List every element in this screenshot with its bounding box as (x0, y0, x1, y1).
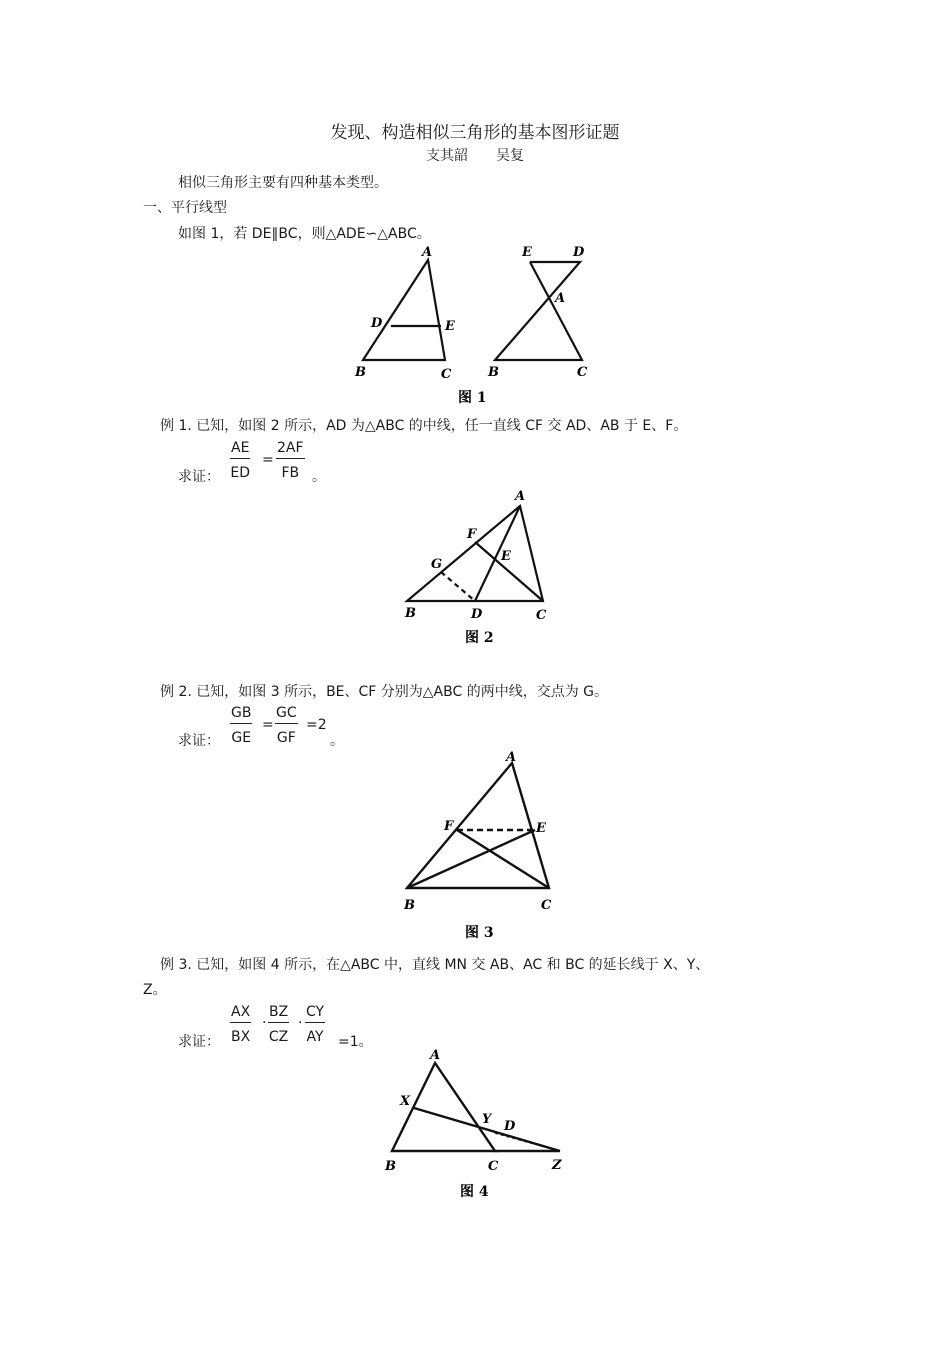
fig2-label-e: E (501, 549, 511, 564)
section-heading-parallel: 一、平行线型 (143, 200, 227, 216)
fig4-label-c: C (488, 1159, 499, 1174)
fig4-label-z: Z (552, 1158, 562, 1173)
fig4-label-b: B (385, 1159, 396, 1174)
figure-4 (380, 1043, 580, 1208)
example2-fraction-2: $\frac{GC}{GF}$ (276, 705, 297, 746)
fig2-label-a: A (515, 489, 526, 504)
fig1-right-hourglass (495, 262, 582, 360)
example3-equals-one: =1。 (338, 1034, 373, 1050)
example3-statement-line2: Z。 (143, 982, 167, 998)
fig4-label-x: X (400, 1094, 411, 1109)
example1-end: 。 (312, 469, 326, 485)
example3-fraction-2: $\frac{BZ}{CZ}$ (268, 1004, 289, 1045)
example1-prove-label: 求证： (178, 469, 220, 485)
example2-statement: 例 2. 已知，如图 3 所示，BE、CF 分别为△ABC 的两中线，交点为 G。 (160, 684, 609, 700)
fig2-dashed-gd (441, 572, 475, 601)
fig2-label-g: G (431, 557, 443, 572)
fig3-label-a: A (506, 750, 517, 765)
example2-equals: = (262, 717, 274, 733)
fig2-label-d: D (471, 607, 483, 622)
fig1-label-a2: A (555, 291, 566, 306)
fig4-label-a: A (430, 1048, 441, 1063)
fig1-label-c: C (441, 367, 452, 382)
figure-3 (395, 745, 575, 945)
figure-2 (395, 484, 565, 654)
fig1-label-c2: C (577, 365, 588, 380)
example1-equals: = (262, 452, 274, 468)
intro-text: 相似三角形主要有四种基本类型。 (178, 175, 388, 191)
fig2-triangle-abc (407, 506, 543, 601)
example1-statement: 例 1. 已知，如图 2 所示，AD 为△ABC 的中线，任一直线 CF 交 AD、AB 于 E、F。 (160, 418, 688, 434)
example3-fraction-1: $\frac{AX}{BX}$ (230, 1004, 251, 1045)
example2-equals-two: =2 (306, 717, 327, 733)
fig4-caption: 图 4 (460, 1184, 489, 1200)
fig1-label-b2: B (488, 365, 499, 380)
fig1-caption: 图 1 (458, 390, 487, 406)
example3-prove-label: 求证： (178, 1034, 220, 1050)
fig1-label-e2: E (522, 245, 532, 260)
fig3-label-f: F (444, 819, 454, 834)
fig3-label-b: B (404, 898, 415, 913)
fig4-label-d: D (504, 1119, 516, 1134)
fig2-caption: 图 2 (465, 630, 494, 646)
example2-fraction-1: $\frac{GB}{GE}$ (231, 705, 252, 746)
fig1-label-e: E (445, 319, 455, 334)
example1-fraction-2: $\frac{2AF}{FB}$ (277, 440, 304, 481)
fig1-left-triangle (363, 260, 445, 360)
example3-dot-1: · (262, 1015, 267, 1031)
example3-dot-2: · (298, 1015, 303, 1031)
fig1-label-a: A (422, 245, 433, 260)
fig2-label-b: B (405, 606, 416, 621)
fig2-label-f: F (467, 527, 477, 542)
example2-prove-label: 求证： (178, 733, 220, 749)
fig1-label-d: D (371, 316, 383, 331)
fig3-label-c: C (541, 898, 552, 913)
fig3-label-e: E (536, 821, 546, 836)
fig3-caption: 图 3 (465, 925, 494, 941)
figure1-statement: 如图 1，若 DE∥BC，则△ADE∽△ABC。 (178, 226, 431, 242)
example1-fraction-1: $\frac{AE}{ED}$ (230, 440, 251, 481)
example3-statement-line1: 例 3. 已知，如图 4 所示，在△ABC 中，直线 MN 交 AB、AC 和 BC 的延长线于 X、Y、 (160, 957, 710, 973)
fig2-label-c: C (536, 608, 547, 623)
fig3-triangle-abc (407, 763, 549, 888)
fig1-label-d2: D (573, 245, 585, 260)
example3-fraction-3: $\frac{CY}{AY}$ (306, 1004, 325, 1045)
figure-1 (345, 242, 605, 407)
fig2-median-ad (475, 506, 520, 601)
document-authors: 支其韶 吴复 (426, 148, 524, 164)
fig1-label-b: B (355, 365, 366, 380)
example2-end: 。 (330, 733, 344, 749)
fig4-label-y: Y (482, 1112, 492, 1127)
document-title: 发现、构造相似三角形的基本图形证题 (330, 123, 620, 143)
